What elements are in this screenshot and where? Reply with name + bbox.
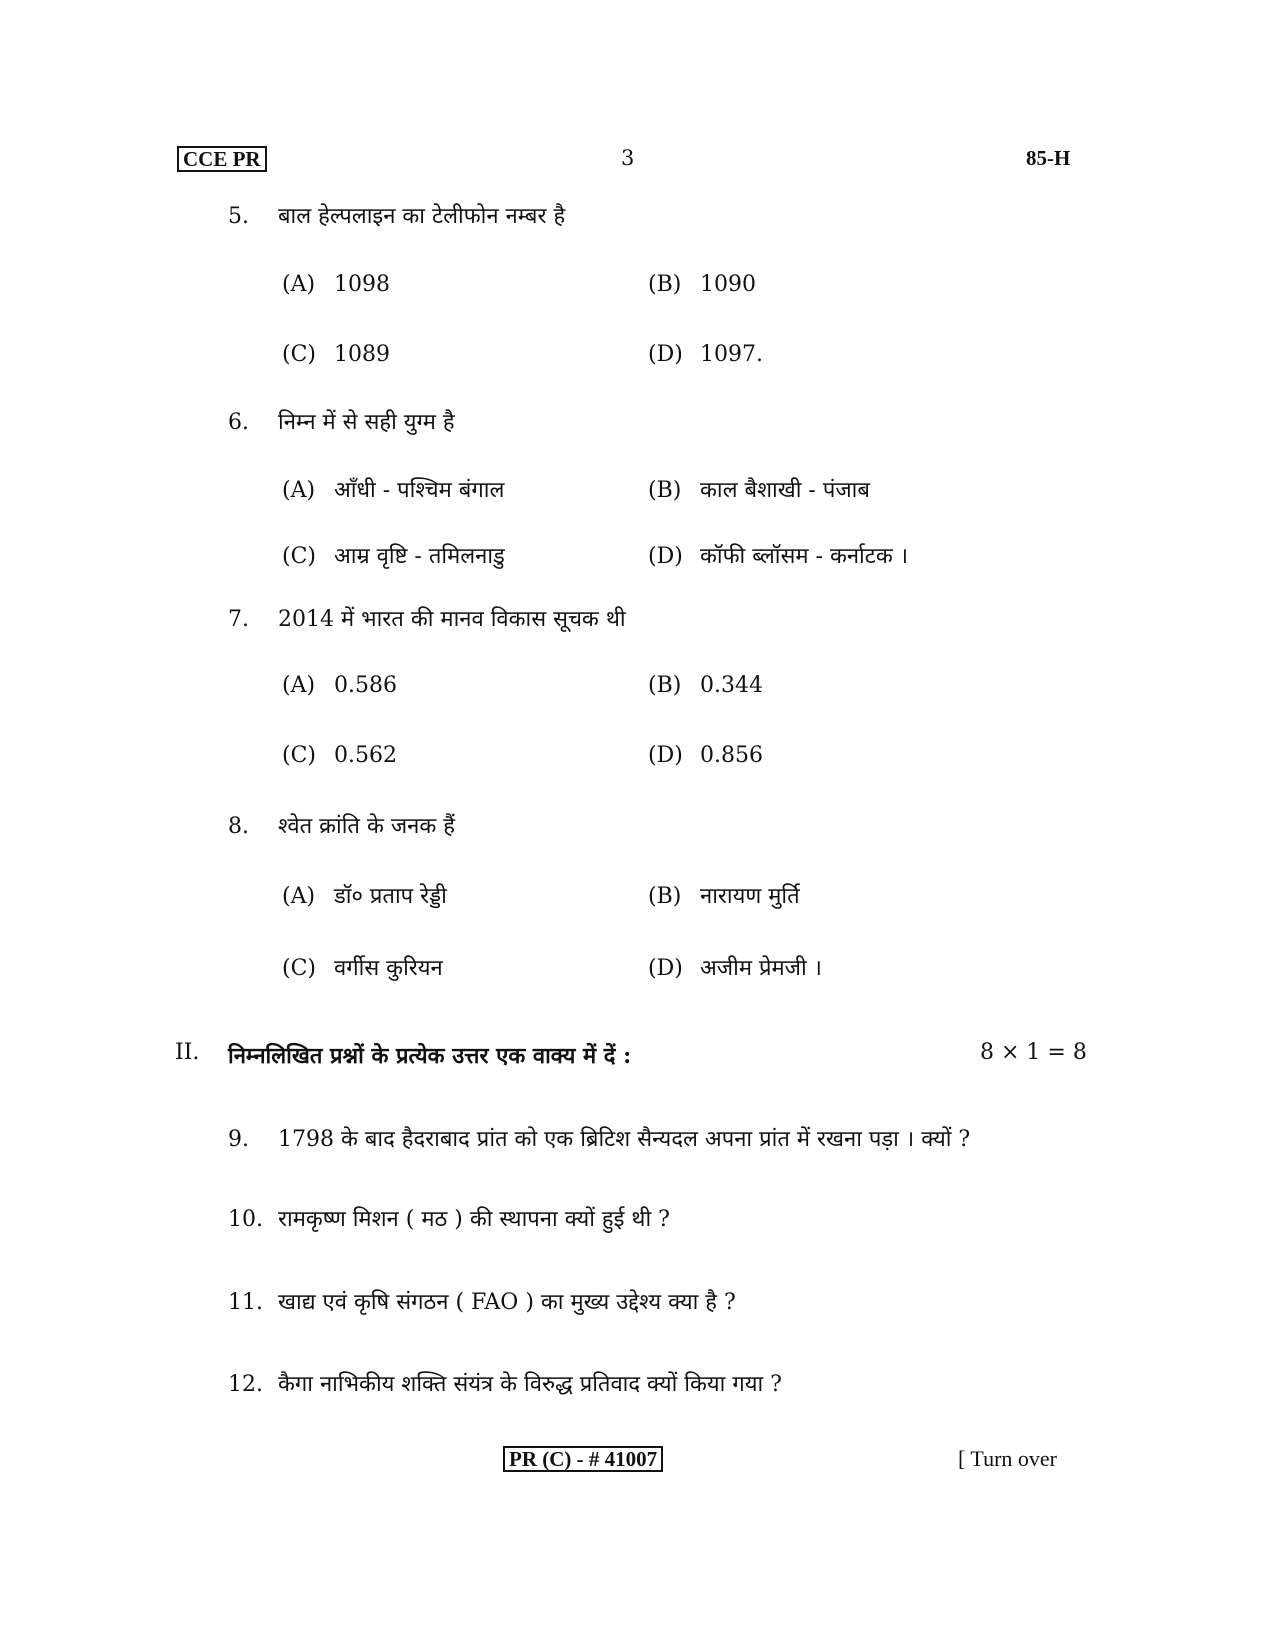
option-label: (A) (282, 272, 316, 297)
option-6a (282, 474, 504, 504)
paper-code: 85-H (1026, 146, 1071, 170)
option-text: 0.562 (334, 743, 397, 768)
option-7a (282, 673, 397, 698)
section-instruction: निम्नलिखित प्रश्नों के प्रत्येक उत्तर एक वाक्य में दें : (228, 1043, 632, 1069)
option-label: (C) (282, 342, 316, 367)
turn-over-note: [ Turn over (958, 1446, 1058, 1471)
question-number: 7. (228, 607, 249, 632)
option-5b (648, 272, 756, 297)
question-text: बाल हेल्पलाइन का टेलीफोन नम्बर है (278, 204, 566, 229)
question-number: 10. (228, 1207, 263, 1232)
option-7d (648, 743, 763, 768)
option-label: (C) (282, 743, 316, 768)
option-8c (282, 952, 443, 982)
option-text: 0.344 (700, 673, 763, 698)
option-text: 1097. (700, 342, 763, 367)
option-label: (D) (648, 743, 683, 768)
option-8d (648, 952, 822, 982)
option-text: 1098 (334, 272, 390, 297)
option-8b (648, 880, 800, 910)
option-label: (D) (648, 956, 683, 981)
option-text: आम्र वृष्टि - तमिलनाडु (334, 544, 505, 569)
section-marks: 8 × 1 = 8 (980, 1040, 1087, 1065)
option-label: (D) (648, 544, 683, 569)
question-text: निम्न में से सही युग्म है (278, 410, 455, 435)
option-label: (B) (648, 884, 682, 909)
question-8 (228, 810, 455, 840)
option-6c (282, 540, 505, 570)
question-6 (228, 406, 455, 436)
question-11 (228, 1286, 736, 1316)
question-text: रामकृष्ण मिशन ( मठ ) की स्थापना क्यों हुई थी ? (278, 1207, 670, 1232)
question-text: श्वेत क्रांति के जनक हैं (278, 814, 455, 839)
question-5 (228, 200, 565, 230)
option-text: नारायण मुर्ति (700, 884, 800, 909)
option-text: 0.856 (700, 743, 763, 768)
option-label: (A) (282, 673, 316, 698)
section-roman-numeral: II. (175, 1040, 200, 1065)
question-text: खाद्य एवं कृषि संगठन ( FAO ) का मुख्य उद्देश्य क्या है ? (278, 1290, 736, 1315)
option-label: (B) (648, 478, 682, 503)
option-label: (B) (648, 272, 682, 297)
page-number: 3 (621, 146, 635, 170)
option-label: (C) (282, 544, 316, 569)
question-number: 9. (228, 1127, 249, 1152)
question-number: 11. (228, 1290, 263, 1315)
option-text: वर्गीस कुरियन (334, 956, 443, 981)
option-label: (A) (282, 478, 316, 503)
question-number: 12. (228, 1372, 263, 1397)
option-8a (282, 880, 447, 910)
option-5d (648, 342, 763, 367)
option-label: (B) (648, 673, 682, 698)
option-5a (282, 272, 390, 297)
question-9 (228, 1123, 970, 1153)
option-7b (648, 673, 763, 698)
question-text: 2014 में भारत की मानव विकास सूचक थी (278, 607, 626, 632)
question-number: 8. (228, 814, 249, 839)
option-text: 1089 (334, 342, 390, 367)
option-text: डॉ० प्रताप रेड्डी (334, 884, 447, 909)
question-text: 1798 के बाद हैदराबाद प्रांत को एक ब्रिटिश सैन्यदल अपना प्रांत में रखना पड़ा । क्यों ? (278, 1127, 971, 1152)
option-text: कॉफी ब्लॉसम - कर्नाटक । (700, 544, 909, 569)
question-number: 5. (228, 204, 249, 229)
option-label: (C) (282, 956, 316, 981)
option-text: अजीम प्रेमजी । (700, 956, 823, 981)
option-7c (282, 743, 397, 768)
option-5c (282, 342, 390, 367)
question-12 (228, 1368, 782, 1398)
option-text: काल बैशाखी - पंजाब (700, 478, 870, 503)
question-text: कैगा नाभिकीय शक्ति संयंत्र के विरुद्ध प्रतिवाद क्यों किया गया ? (278, 1372, 782, 1397)
question-number: 6. (228, 410, 249, 435)
question-10 (228, 1203, 670, 1233)
option-label: (D) (648, 342, 683, 367)
question-7 (228, 603, 626, 633)
option-6d (648, 540, 908, 570)
footer-code-box: PR (C) - # 41007 (503, 1446, 663, 1472)
option-text: 0.586 (334, 673, 397, 698)
option-label: (A) (282, 884, 316, 909)
option-text: आँधी - पश्चिम बंगाल (334, 478, 505, 503)
header-code-box: CCE PR (177, 146, 267, 172)
option-6b (648, 474, 870, 504)
option-text: 1090 (700, 272, 756, 297)
